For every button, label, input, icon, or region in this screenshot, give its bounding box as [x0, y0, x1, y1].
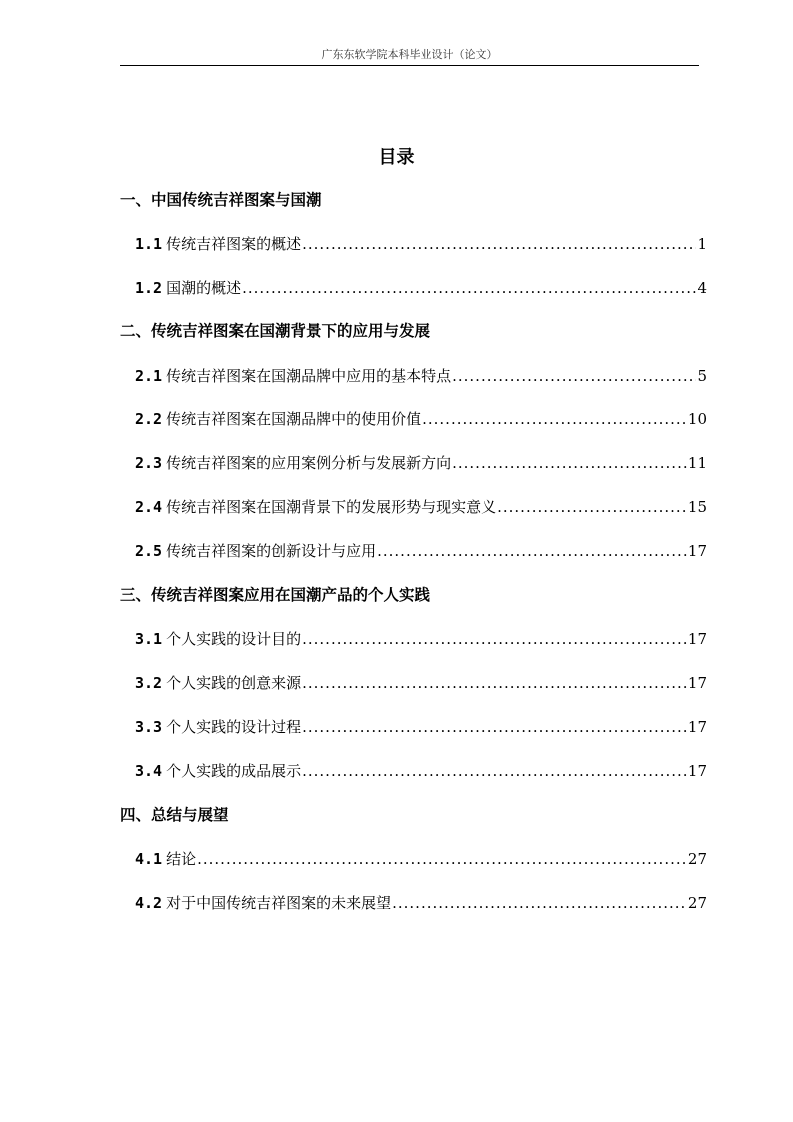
toc-entry[interactable] [135, 453, 707, 473]
toc-entry[interactable] [135, 849, 707, 869]
toc-entry[interactable] [135, 761, 707, 781]
entry-label: 传统吉祥图案在国潮品牌中的使用价值 [166, 410, 422, 428]
toc-section-title[interactable]: 二、传统吉祥图案在国潮背景下的应用与发展 [120, 322, 431, 340]
entry-number: 3.4 [135, 762, 163, 780]
entry-label: 传统吉祥图案在国潮品牌中应用的基本特点 [166, 367, 452, 385]
entry-label: 传统吉祥图案在国潮背景下的发展形势与现实意义 [166, 498, 497, 516]
entry-page: 10 [687, 410, 707, 428]
entry-number: 3.2 [135, 674, 163, 692]
dot-leader [452, 453, 687, 473]
toc-entry[interactable] [135, 717, 707, 737]
dot-leader [377, 541, 687, 561]
dot-leader [302, 717, 687, 737]
toc-section-title[interactable]: 三、传统吉祥图案应用在国潮产品的个人实践 [120, 586, 431, 604]
entry-label: 传统吉祥图案的创新设计与应用 [166, 542, 377, 560]
dot-leader [497, 497, 687, 517]
toc-entry[interactable] [135, 893, 707, 913]
dot-leader [302, 234, 696, 254]
entry-page: 4 [697, 279, 707, 297]
toc-section-title[interactable]: 四、总结与展望 [120, 806, 229, 824]
entry-number: 1.1 [135, 235, 163, 253]
entry-label: 个人实践的设计过程 [166, 718, 302, 736]
toc-entry[interactable] [135, 278, 707, 298]
toc-entry[interactable] [135, 366, 707, 386]
entry-page: 17 [687, 542, 707, 560]
entry-number: 3.1 [135, 630, 163, 648]
entry-page: 1 [697, 235, 707, 253]
entry-page: 11 [687, 454, 707, 472]
entry-label: 传统吉祥图案的概述 [166, 235, 302, 253]
dot-leader [242, 278, 696, 298]
entry-page: 17 [687, 718, 707, 736]
entry-label: 国潮的概述 [166, 279, 242, 297]
dot-leader [422, 409, 687, 429]
entry-label: 对于中国传统吉祥图案的未来展望 [166, 894, 392, 912]
entry-page: 5 [697, 367, 707, 385]
entry-label: 结论 [166, 850, 197, 868]
toc-entry[interactable] [135, 234, 707, 254]
dot-leader [302, 761, 687, 781]
entry-page: 17 [687, 674, 707, 692]
entry-page: 15 [687, 498, 707, 516]
entry-page: 27 [687, 850, 707, 868]
entry-number: 2.2 [135, 410, 163, 428]
toc-section-title[interactable]: 一、中国传统吉祥图案与国潮 [120, 191, 322, 209]
entry-label: 个人实践的成品展示 [166, 762, 302, 780]
entry-number: 1.2 [135, 279, 163, 297]
toc-entry[interactable] [135, 629, 707, 649]
toc-entry[interactable] [135, 497, 707, 517]
entry-number: 3.3 [135, 718, 163, 736]
entry-number: 2.3 [135, 454, 163, 472]
entry-number: 2.5 [135, 542, 163, 560]
toc-entry[interactable] [135, 541, 707, 561]
entry-page: 17 [687, 762, 707, 780]
toc-entry[interactable] [135, 409, 707, 429]
dot-leader [302, 629, 687, 649]
entry-page: 27 [687, 894, 707, 912]
dot-leader [197, 849, 687, 869]
entry-number: 2.1 [135, 367, 163, 385]
dot-leader [302, 673, 687, 693]
entry-number: 4.1 [135, 850, 163, 868]
entry-label: 个人实践的设计目的 [166, 630, 302, 648]
page-header: 广东东软学院本科毕业设计（论文） [120, 48, 699, 66]
entry-label: 个人实践的创意来源 [166, 674, 302, 692]
entry-page: 17 [687, 630, 707, 648]
entry-number: 2.4 [135, 498, 163, 516]
toc-title: 目录 [378, 147, 415, 168]
entry-number: 4.2 [135, 894, 163, 912]
toc-entry[interactable] [135, 673, 707, 693]
dot-leader [392, 893, 687, 913]
entry-label: 传统吉祥图案的应用案例分析与发展新方向 [166, 454, 452, 472]
dot-leader [452, 366, 696, 386]
